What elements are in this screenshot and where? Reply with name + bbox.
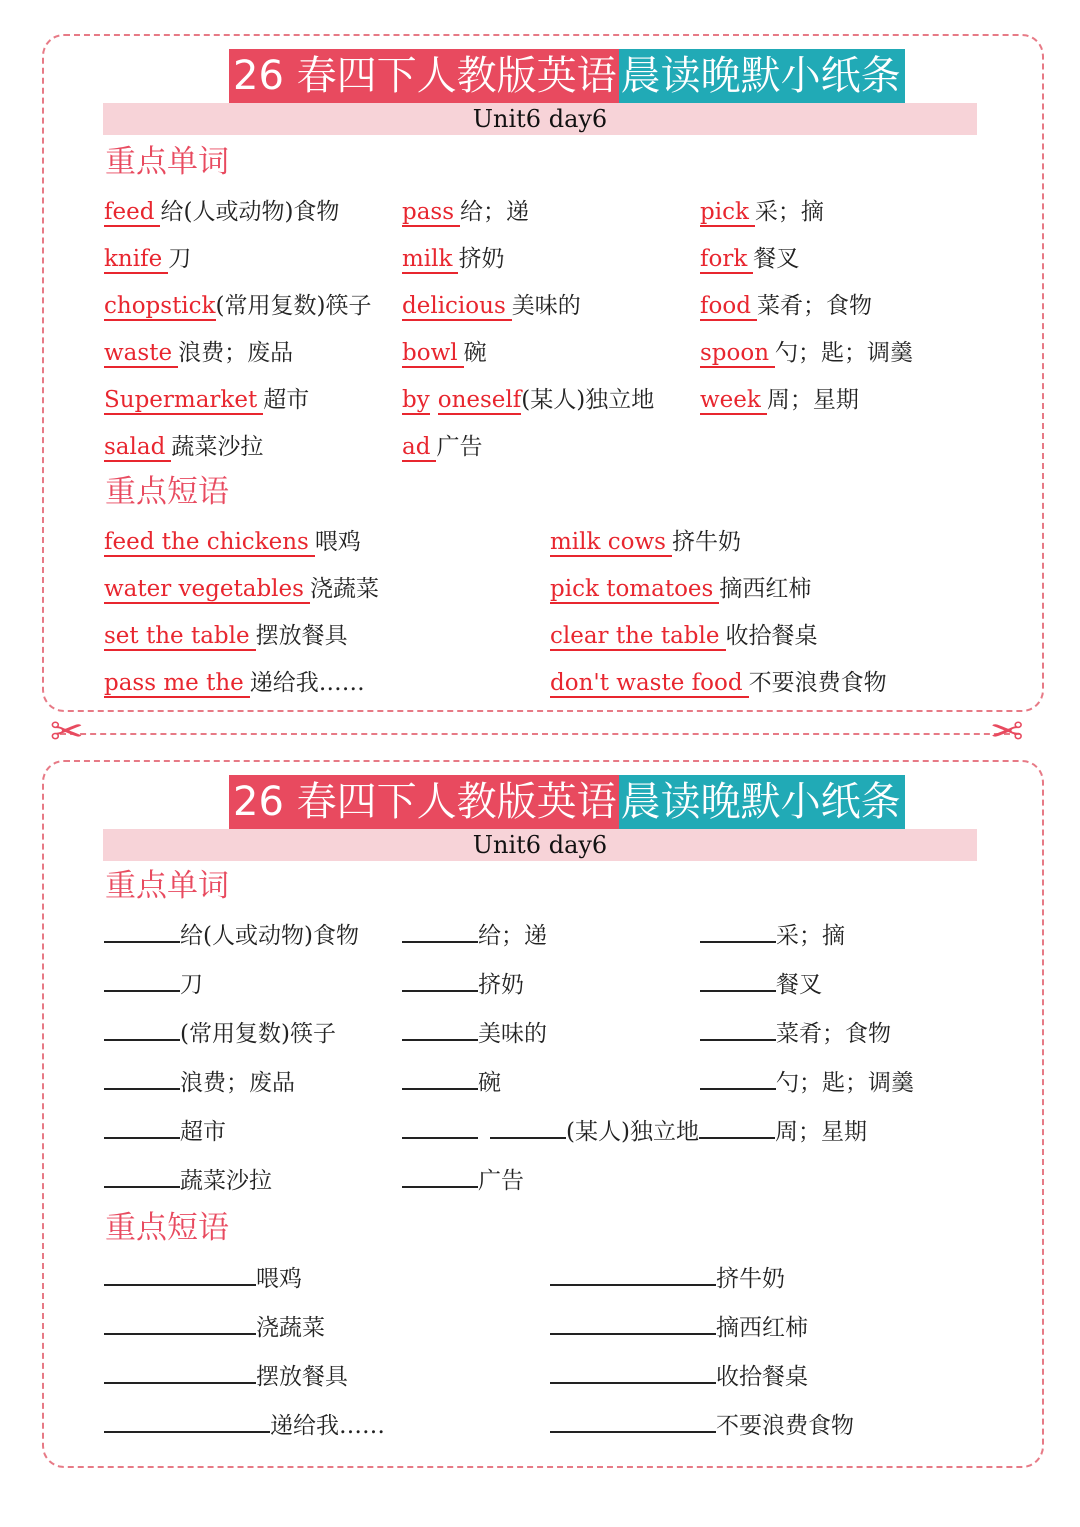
word-en: feed: [104, 199, 160, 227]
phrase-zh: 挤牛奶: [672, 529, 741, 555]
word-item: [104, 195, 339, 229]
word-row: [44, 289, 1042, 329]
word-zh: 碗: [478, 1070, 501, 1096]
word-item: [104, 966, 203, 1002]
word-zh: 蔬菜沙拉: [171, 434, 264, 460]
phrase-zh: 摆放餐具: [255, 623, 348, 649]
phrase-en: don't waste food: [550, 670, 749, 698]
title-part1: 26 春四下人教版英语: [229, 49, 619, 103]
answer-blank[interactable]: [402, 1015, 478, 1041]
answer-blank[interactable]: [550, 1358, 716, 1384]
phrase-item: [550, 1358, 808, 1394]
word-zh: 勺；匙；调羹: [776, 1070, 914, 1096]
word-item: [402, 383, 654, 417]
word-item: [104, 1162, 272, 1198]
word-row: [44, 195, 1042, 235]
word-en: knife: [104, 246, 168, 274]
answer-blank[interactable]: [490, 1113, 566, 1139]
phrase-item: [550, 619, 818, 653]
word-zh: 周；星期: [766, 387, 859, 413]
word-zh: 超市: [180, 1119, 226, 1145]
word-zh: 餐叉: [776, 972, 822, 998]
phrase-item: [104, 1358, 348, 1394]
section-heading-phrases: 重点短语: [105, 1210, 229, 1246]
word-zh: 采；摘: [754, 199, 824, 225]
word-en: milk: [402, 246, 458, 274]
phrase-item: [550, 572, 811, 606]
phrase-row: [44, 1309, 1042, 1349]
phrase-item: [104, 572, 379, 606]
word-item: [700, 966, 822, 1002]
word-en: ad: [402, 434, 436, 462]
phrase-zh: 喂鸡: [256, 1266, 302, 1292]
answer-blank[interactable]: [550, 1407, 716, 1433]
word-item: [104, 383, 309, 417]
word-item: [700, 1015, 891, 1051]
word-en: oneself: [437, 387, 522, 413]
word-item: [104, 917, 359, 953]
phrase-en: water vegetables: [104, 576, 310, 604]
section-heading-words: 重点单词: [105, 868, 229, 904]
phrase-row: [44, 525, 1042, 565]
word-item: [700, 242, 799, 276]
phrase-item: [104, 1407, 385, 1443]
phrase-row: [44, 619, 1042, 659]
word-zh: 采；摘: [776, 923, 845, 949]
word-zh: 给(人或动物)食物: [180, 923, 359, 949]
answer-blank[interactable]: [700, 966, 776, 992]
word-item: [402, 336, 487, 370]
phrase-zh: 递给我……: [249, 670, 365, 696]
answer-blank[interactable]: [104, 1113, 180, 1139]
phrase-en: pass me the: [104, 670, 250, 698]
word-zh: 菜肴；食物: [776, 1021, 891, 1047]
word-zh: 挤奶: [458, 246, 505, 272]
word-item: [104, 1015, 336, 1051]
phrase-item: [550, 1309, 808, 1345]
phrase-zh: 不要浪费食物: [716, 1413, 854, 1439]
phrase-item: [550, 1260, 785, 1296]
word-item: [700, 289, 872, 323]
word-en: pick: [700, 199, 755, 227]
word-row: [44, 242, 1042, 282]
phrase-en: feed the chickens: [104, 529, 315, 557]
phrase-zh: 摆放餐具: [256, 1364, 348, 1390]
word-row: [44, 336, 1042, 376]
answer-blank[interactable]: [700, 1015, 776, 1041]
word-item: [402, 1015, 547, 1051]
word-en: fork: [700, 246, 753, 274]
word-zh: 蔬菜沙拉: [180, 1168, 272, 1194]
phrase-zh: 收拾餐桌: [725, 623, 818, 649]
word-row: [44, 1015, 1042, 1055]
word-item: [402, 430, 482, 464]
word-zh: (某人)独立地: [566, 1119, 699, 1145]
phrase-row: [44, 666, 1042, 706]
word-row: [44, 430, 1042, 470]
word-item: [700, 336, 913, 370]
word-zh: 餐叉: [753, 246, 800, 272]
word-zh: 挤奶: [478, 972, 524, 998]
phrase-zh: 喂鸡: [314, 529, 361, 555]
title-part2: 晨读晚默小纸条: [619, 775, 905, 829]
word-zh: 广告: [478, 1168, 524, 1194]
word-en: chopstick: [104, 293, 216, 319]
word-zh: (常用复数)筷子: [180, 1021, 336, 1047]
phrase-en: set the table: [104, 623, 256, 651]
word-item: [402, 242, 504, 276]
page-title: [229, 775, 905, 829]
answer-blank[interactable]: [402, 917, 478, 943]
phrase-item: [104, 619, 348, 653]
answer-blank[interactable]: [104, 1358, 256, 1384]
word-zh: 周；星期: [774, 1119, 867, 1145]
word-item: [104, 242, 191, 276]
phrase-zh: 浇蔬菜: [309, 576, 379, 602]
phrase-zh: 不要浪费食物: [748, 670, 887, 696]
word-item: [104, 430, 263, 464]
answer-blank[interactable]: [402, 1162, 478, 1188]
phrase-zh: 摘西红柿: [719, 576, 812, 602]
phrase-row: [44, 1407, 1042, 1447]
phrase-zh: 收拾餐桌: [716, 1364, 808, 1390]
word-zh: 菜肴；食物: [756, 293, 872, 319]
phrase-zh: 递给我……: [270, 1413, 385, 1439]
word-item: [700, 383, 859, 417]
word-zh: 浪费；废品: [178, 340, 294, 366]
word-item: [104, 336, 293, 370]
practice-card: [42, 760, 1044, 1468]
answer-blank[interactable]: [700, 1064, 776, 1090]
phrase-en: milk cows: [550, 529, 672, 557]
phrase-en: clear the table: [550, 623, 726, 651]
word-item: [402, 917, 547, 953]
word-row: [44, 1064, 1042, 1104]
word-en: waste: [104, 340, 178, 368]
section-heading-phrases: 重点短语: [105, 474, 229, 510]
word-item: [402, 966, 524, 1002]
word-en: bowl: [402, 340, 464, 368]
word-en: week: [700, 387, 767, 415]
page-title: [229, 49, 905, 103]
word-row: [44, 917, 1042, 957]
word-item: [104, 1064, 295, 1100]
word-zh: 刀: [168, 246, 192, 272]
word-zh: 美味的: [478, 1021, 547, 1047]
word-en: spoon: [700, 340, 775, 368]
phrase-item: [104, 525, 361, 559]
word-en: pass: [402, 199, 460, 227]
word-en: Supermarket: [104, 387, 263, 415]
phrase-row: [44, 1358, 1042, 1398]
word-zh: 碗: [463, 340, 487, 366]
phrase-item: [104, 1260, 302, 1296]
phrase-zh: 摘西红柿: [716, 1315, 808, 1341]
title-part2: 晨读晚默小纸条: [619, 49, 905, 103]
word-item: [104, 289, 371, 323]
unit-subtitle: Unit6 day6: [103, 103, 977, 135]
word-en: delicious: [402, 293, 512, 321]
answer-blank[interactable]: [550, 1260, 716, 1286]
phrase-item: [550, 1407, 854, 1443]
phrase-item: [550, 525, 741, 559]
word-row: [44, 966, 1042, 1006]
section-heading-words: 重点单词: [105, 144, 229, 180]
word-zh: 给；递: [460, 199, 530, 225]
answer-blank[interactable]: [700, 917, 776, 943]
word-item: [402, 1064, 501, 1100]
word-item: [700, 1064, 914, 1100]
cut-line: [60, 733, 1020, 735]
phrase-zh: 挤牛奶: [716, 1266, 785, 1292]
answer-blank[interactable]: [402, 1064, 478, 1090]
phrase-item: [104, 1309, 325, 1345]
word-zh: (某人)独立地: [521, 387, 655, 413]
word-en: food: [700, 293, 757, 321]
answer-blank[interactable]: [104, 1309, 256, 1335]
answer-card: [42, 34, 1044, 712]
answer-blank[interactable]: [104, 1064, 180, 1090]
answer-blank[interactable]: [402, 1113, 478, 1139]
word-zh: 广告: [436, 434, 483, 460]
scissor-icon: ✂: [50, 709, 84, 755]
word-item: [104, 1113, 226, 1149]
word-item: [700, 917, 845, 953]
answer-blank[interactable]: [699, 1113, 775, 1139]
word-row: [44, 1162, 1042, 1202]
phrase-zh: 浇蔬菜: [256, 1315, 325, 1341]
word-item: [402, 1162, 524, 1198]
word-zh: 超市: [263, 387, 310, 413]
word-zh: 给；递: [478, 923, 547, 949]
word-row: [44, 383, 1042, 423]
word-item: [402, 1113, 867, 1149]
phrase-row: [44, 1260, 1042, 1300]
word-item: [402, 195, 529, 229]
phrase-en: pick tomatoes: [550, 576, 719, 604]
phrase-item: [104, 666, 365, 700]
answer-blank[interactable]: [104, 966, 180, 992]
word-en: by: [402, 387, 430, 413]
answer-blank[interactable]: [402, 966, 478, 992]
word-en: salad: [104, 434, 171, 462]
word-zh: 给(人或动物)食物: [160, 199, 340, 225]
scissor-icon: ✂: [990, 709, 1024, 755]
word-zh: 刀: [180, 972, 203, 998]
phrase-row: [44, 572, 1042, 612]
answer-blank[interactable]: [104, 1407, 270, 1433]
title-part1: 26 春四下人教版英语: [229, 775, 619, 829]
unit-subtitle: Unit6 day6: [103, 829, 977, 861]
word-zh: (常用复数)筷子: [215, 293, 372, 319]
word-item: [700, 195, 824, 229]
word-zh: 美味的: [511, 293, 581, 319]
word-zh: 勺；匙；调羹: [775, 340, 914, 366]
answer-blank[interactable]: [550, 1309, 716, 1335]
word-row: [44, 1113, 1042, 1153]
answer-blank[interactable]: [104, 917, 180, 943]
answer-blank[interactable]: [104, 1162, 180, 1188]
word-item: [402, 289, 581, 323]
phrase-item: [550, 666, 887, 700]
answer-blank[interactable]: [104, 1260, 256, 1286]
answer-blank[interactable]: [104, 1015, 180, 1041]
word-zh: 浪费；废品: [180, 1070, 295, 1096]
